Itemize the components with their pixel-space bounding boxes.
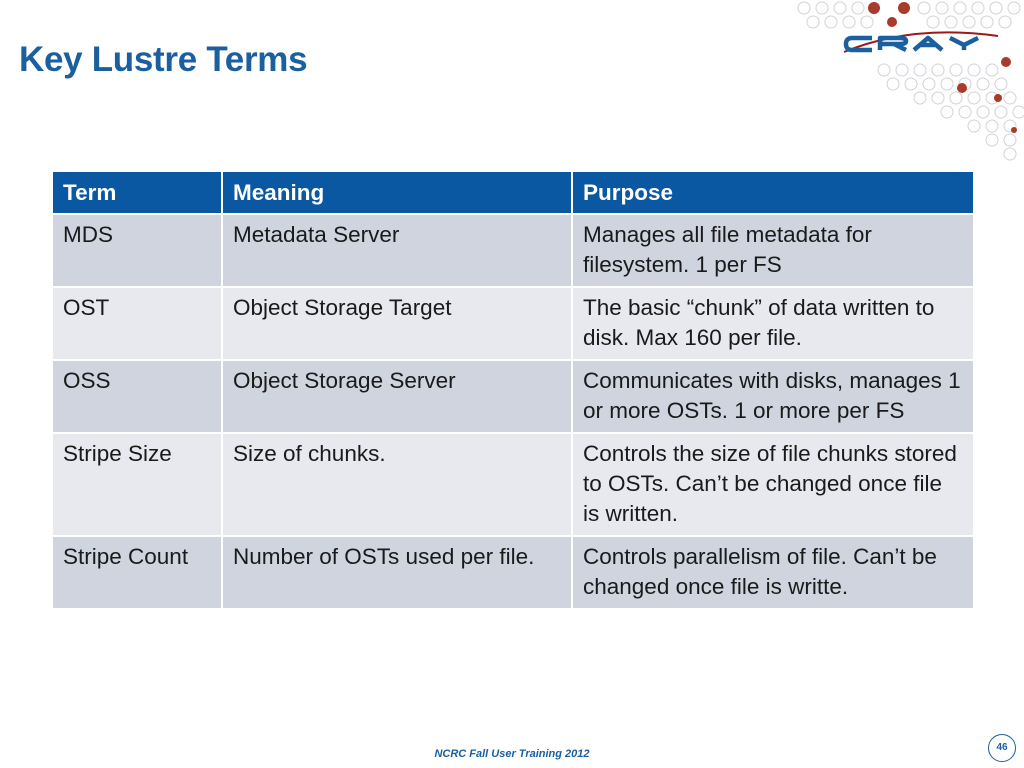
term-cell: MDS bbox=[52, 214, 222, 287]
table-row bbox=[52, 360, 974, 433]
column-header-purpose: Purpose bbox=[572, 171, 974, 214]
purpose-cell: The basic “chunk” of data written to disk. Max 160 per file. bbox=[572, 287, 974, 360]
slide-title: Key Lustre Terms bbox=[19, 40, 308, 79]
lustre-terms-table bbox=[51, 170, 975, 610]
table-header-row bbox=[52, 171, 974, 214]
meaning-cell: Object Storage Target bbox=[222, 287, 572, 360]
column-header-meaning: Meaning bbox=[222, 171, 572, 214]
term-cell: OSS bbox=[52, 360, 222, 433]
table-row bbox=[52, 536, 974, 609]
purpose-cell: Communicates with disks, manages 1 or more OSTs. 1 or more per FS bbox=[572, 360, 974, 433]
page-number-badge: 46 bbox=[988, 734, 1016, 762]
decorative-dots-pattern bbox=[764, 0, 1024, 180]
meaning-cell: Number of OSTs used per file. bbox=[222, 536, 572, 609]
purpose-cell: Manages all file metadata for filesystem. 1 per FS bbox=[572, 214, 974, 287]
column-header-term: Term bbox=[52, 171, 222, 214]
meaning-cell: Metadata Server bbox=[222, 214, 572, 287]
purpose-cell: Controls the size of file chunks stored to OSTs. Can’t be changed once file is written. bbox=[572, 433, 974, 536]
slide-footer: NCRC Fall User Training 2012 bbox=[434, 748, 590, 760]
table-row bbox=[52, 287, 974, 360]
cray-logo bbox=[842, 30, 1000, 56]
table-row bbox=[52, 214, 974, 287]
meaning-cell: Object Storage Server bbox=[222, 360, 572, 433]
meaning-cell: Size of chunks. bbox=[222, 433, 572, 536]
term-cell: OST bbox=[52, 287, 222, 360]
term-cell: Stripe Count bbox=[52, 536, 222, 609]
purpose-cell: Controls parallelism of file. Can’t be changed once file is writte. bbox=[572, 536, 974, 609]
term-cell: Stripe Size bbox=[52, 433, 222, 536]
table-row bbox=[52, 433, 974, 536]
